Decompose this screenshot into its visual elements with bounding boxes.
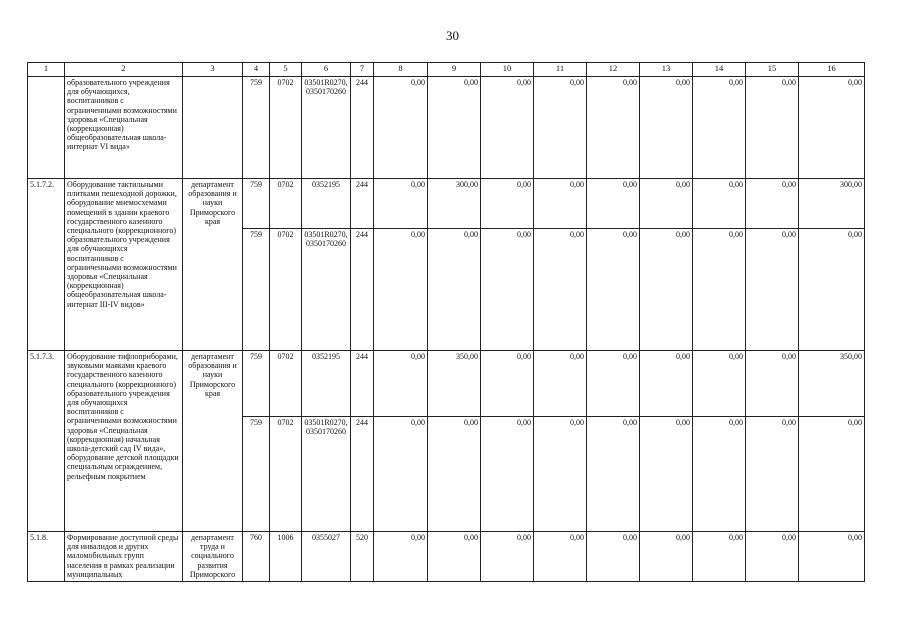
vr-code: 244 [351,351,374,417]
amount-cell: 0,00 [640,351,693,417]
vr-code: 244 [351,77,374,179]
amount-cell: 0,00 [746,532,799,582]
item-name: Формирование доступной среды для инвалидов и других маломобильных групп населения в рамках реализации муниципальных [65,532,183,582]
rzpr-code: 0702 [270,351,302,417]
amount-cell: 0,00 [534,351,587,417]
table-row [28,532,865,582]
amount-cell: 0,00 [481,229,534,351]
amount-cell: 0,00 [374,229,428,351]
amount-cell: 0,00 [428,77,481,179]
amount-cell: 0,00 [481,77,534,179]
column-header: 15 [746,63,799,77]
column-header: 13 [640,63,693,77]
item-number: 5.1.8. [28,532,65,582]
amount-cell: 0,00 [746,417,799,532]
rzpr-code: 0702 [270,417,302,532]
csr-code: 03501R0270, 0350170260 [302,417,351,532]
column-header: 5 [270,63,302,77]
amount-cell: 350,00 [799,351,865,417]
amount-cell: 0,00 [693,532,746,582]
amount-cell: 0,00 [640,417,693,532]
amount-cell: 0,00 [534,179,587,229]
amount-cell: 0,00 [640,77,693,179]
amount-cell: 0,00 [746,77,799,179]
amount-cell: 0,00 [587,351,640,417]
budget-table [27,62,865,582]
item-executor: департамент образования и науки Приморского края [183,179,243,351]
column-header: 3 [183,63,243,77]
column-header: 2 [65,63,183,77]
amount-cell: 0,00 [746,229,799,351]
column-header: 11 [534,63,587,77]
amount-cell: 0,00 [481,532,534,582]
column-header: 16 [799,63,865,77]
table-row [28,351,865,417]
amount-cell: 0,00 [693,351,746,417]
item-executor [183,77,243,179]
amount-cell: 0,00 [428,229,481,351]
page-number: 30 [446,28,459,43]
item-name: Оборудование тифлоприборами, звуковыми маяками краевого государственного казенного специального (коррекционного) образовательного учреждения для обучающихся воспитанников с ограниченными возможностями здоровья «Специальная (коррекционная) начальная школа-детский сад IV вида», оборудование детской площадки специальным ограждением, рельефным покрытием [65,351,183,532]
amount-cell: 0,00 [640,532,693,582]
amount-cell: 0,00 [799,229,865,351]
amount-cell: 0,00 [534,417,587,532]
amount-cell: 0,00 [640,229,693,351]
item-number [28,77,65,179]
amount-cell: 0,00 [481,179,534,229]
table-row [28,179,865,229]
item-number: 5.1.7.3. [28,351,65,532]
amount-cell: 0,00 [534,532,587,582]
column-header: 6 [302,63,351,77]
grbs-code: 759 [243,77,270,179]
column-header: 7 [351,63,374,77]
amount-cell: 0,00 [640,179,693,229]
column-header: 8 [374,63,428,77]
amount-cell: 0,00 [799,77,865,179]
column-header: 10 [481,63,534,77]
item-executor: департамент труда и социального развития Приморского [183,532,243,582]
csr-code: 0352195 [302,179,351,229]
vr-code: 244 [351,417,374,532]
column-header: 12 [587,63,640,77]
amount-cell: 0,00 [481,417,534,532]
amount-cell: 0,00 [693,417,746,532]
amount-cell: 0,00 [693,229,746,351]
amount-cell: 0,00 [374,532,428,582]
grbs-code: 759 [243,229,270,351]
amount-cell: 0,00 [374,351,428,417]
grbs-code: 759 [243,179,270,229]
rzpr-code: 0702 [270,229,302,351]
csr-code: 0352195 [302,351,351,417]
column-header: 9 [428,63,481,77]
amount-cell: 0,00 [746,351,799,417]
amount-cell: 350,00 [428,351,481,417]
table-row [28,77,865,179]
amount-cell: 0,00 [481,351,534,417]
amount-cell: 0,00 [587,179,640,229]
grbs-code: 759 [243,417,270,532]
amount-cell: 0,00 [374,77,428,179]
grbs-code: 760 [243,532,270,582]
rzpr-code: 0702 [270,179,302,229]
amount-cell: 0,00 [534,229,587,351]
amount-cell: 0,00 [374,417,428,532]
vr-code: 244 [351,179,374,229]
rzpr-code: 0702 [270,77,302,179]
column-header: 14 [693,63,746,77]
item-name: образовательного учреждения для обучающихся, воспитанников с ограниченными возможностями здоровья «Специальная (коррекционная) общеобразовательная школа-интернат VI вида» [65,77,183,179]
item-name: Оборудование тактильными плитками пешеходной дорожки, оборудование мнемосхемами помещений в здании краевого государственного казенного специального (коррекционного) образовательного учреждения для обучающихся воспитанников с ограниченными возможностями здоровья «Специальная (коррекционная) общеобразовательная школа-интернат III-IV видов» [65,179,183,351]
csr-code: 03501R0270, 0350170260 [302,229,351,351]
amount-cell: 0,00 [587,229,640,351]
csr-code: 03501R0270, 0350170260 [302,77,351,179]
header-row [28,63,865,77]
column-header: 4 [243,63,270,77]
amount-cell: 300,00 [428,179,481,229]
amount-cell: 0,00 [374,179,428,229]
rzpr-code: 1006 [270,532,302,582]
amount-cell: 0,00 [587,417,640,532]
vr-code: 244 [351,229,374,351]
amount-cell: 0,00 [693,179,746,229]
amount-cell: 0,00 [746,179,799,229]
item-number: 5.1.7.2. [28,179,65,351]
amount-cell: 0,00 [799,532,865,582]
amount-cell: 0,00 [428,532,481,582]
item-executor: департамент образования и науки Приморского края [183,351,243,532]
vr-code: 520 [351,532,374,582]
amount-cell: 0,00 [693,77,746,179]
amount-cell: 0,00 [587,532,640,582]
column-header: 1 [28,63,65,77]
amount-cell: 0,00 [534,77,587,179]
amount-cell: 0,00 [587,77,640,179]
amount-cell: 300,00 [799,179,865,229]
amount-cell: 0,00 [799,417,865,532]
amount-cell: 0,00 [428,417,481,532]
csr-code: 0355027 [302,532,351,582]
grbs-code: 759 [243,351,270,417]
